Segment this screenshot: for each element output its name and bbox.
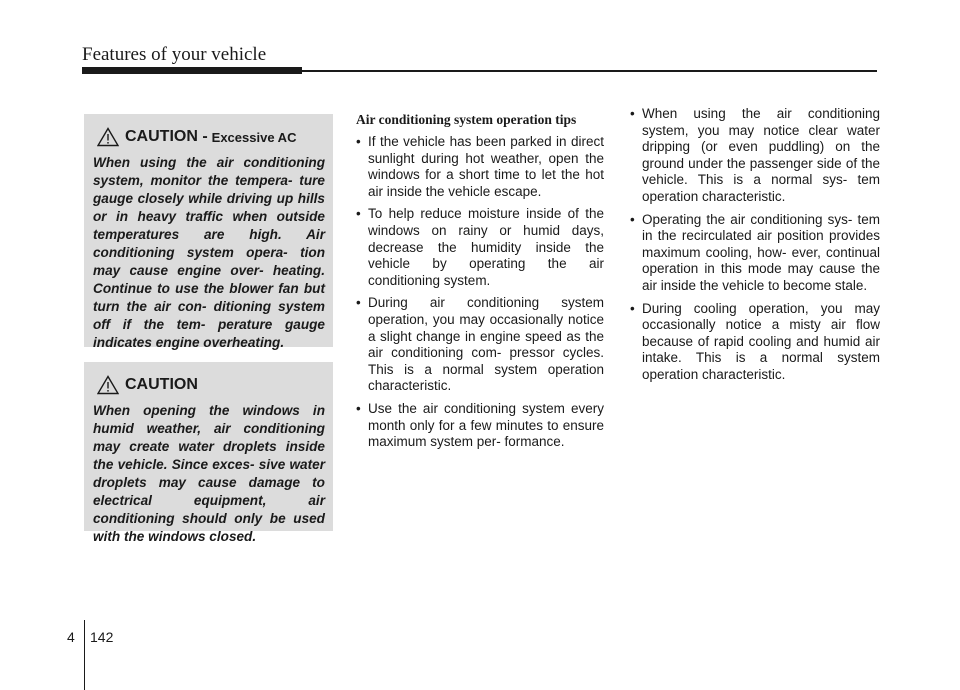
tips-list [356, 134, 604, 451]
caution-windows-box [84, 362, 333, 544]
list-item: • If the vehicle has been parked in direct sunlight during hot weather, open the windows for a short time to let the hot air inside the vehicle escape. [356, 134, 604, 200]
header-rule-thin [302, 70, 877, 72]
caution-excessive-ac-box [84, 114, 333, 350]
header-rule-thick [82, 67, 302, 74]
section-heading: Air conditioning system operation tips [356, 112, 577, 127]
tips-column-right [630, 106, 880, 390]
caution-body: When using the air conditioning system, monitor the tempera- ture gauge closely while driving up hills or in heavy traffic when outside temperatures are high. Air conditioning system opera- tion may cause engine over- heating. Continue to use the blower fan but turn the air con- ditioning system off if the tem- perature gauge indicates engine overheating. [93, 155, 325, 350]
warning-triangle-icon [97, 127, 119, 147]
warning-triangle-icon [97, 375, 119, 395]
tips-column-left [356, 106, 604, 457]
list-item: • To help reduce moisture inside of the windows on rainy or humid days, decrease the humidity inside the vehicle by operating the air conditioning system. [356, 206, 604, 289]
caution-header [93, 124, 325, 150]
list-item: • When using the air conditioning system, you may notice clear water dripping (or even puddling) on the ground under the passenger side of the vehicle. This is a normal sys- tem operation characteristic. [630, 106, 880, 206]
caution-title: CAUTION - [125, 128, 208, 145]
caution-body: When opening the windows in humid weather, air conditioning may create water droplets inside the vehicle. Since exces- sive water droplets may cause damage to electrical equipment, air conditioning should only be used with the windows closed. [93, 403, 325, 544]
footer-divider [84, 620, 85, 690]
caution-subtitle: Excessive AC [211, 129, 297, 145]
list-item: • Operating the air conditioning sys- tem in the recirculated air position provides maximum cooling, how- ever, continual operation in this mode may cause the air inside the vehicle to become stale. [630, 212, 880, 295]
list-item: • During air conditioning system operation, you may occasionally notice a slight change in engine speed as the air conditioning com- pressor cycles. This is a normal system operation characteristic. [356, 295, 604, 395]
list-item: • Use the air conditioning system every month only for a few minutes to ensure maximum system per- formance. [356, 401, 604, 451]
tips-list [630, 106, 880, 384]
list-item: • During cooling operation, you may occasionally notice a misty air flow because of rapid cooling and humid air intake. This is a normal system operation characteristic. [630, 301, 880, 384]
page-number: 142 [90, 629, 114, 645]
section-number: 4 [67, 629, 75, 645]
caution-header [93, 372, 325, 398]
page-header-title: Features of your vehicle [82, 44, 267, 65]
caution-title: CAUTION [125, 376, 198, 393]
